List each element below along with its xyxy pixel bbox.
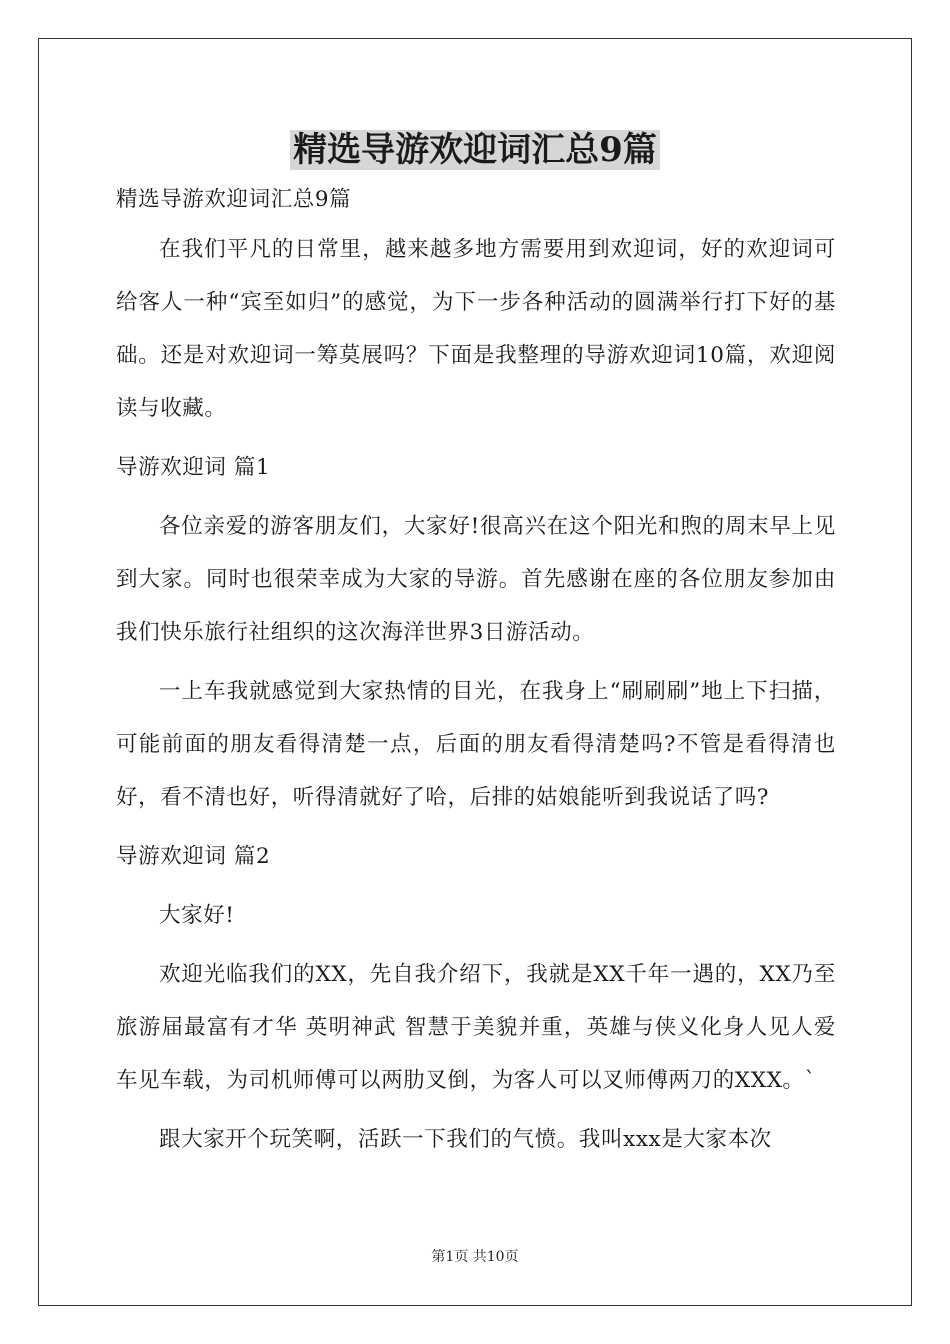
document-title <box>0 126 950 174</box>
section-2-paragraph-2: 欢迎光临我们的XX，先自我介绍下，我就是XX千年一遇的，XX乃至旅游届最富有才华 英明神武 智慧于美貌并重，英雄与侠义化身人见人爱 车见车载，为司机师傅可以两肋叉倒，为客人可以叉师傅两刀的XXX。` <box>116 962 836 1093</box>
page-number-label: 第1页 共10页 <box>431 1249 519 1265</box>
document-subtitle: 精选导游欢迎词汇总9篇 <box>116 187 352 212</box>
section-heading-1: 导游欢迎词 篇1 <box>116 455 271 480</box>
document-body <box>116 178 836 1166</box>
section-heading-2: 导游欢迎词 篇2 <box>116 844 271 869</box>
intro-paragraph: 在我们平凡的日常里，越来越多地方需要用到欢迎词，好的欢迎词可给客人一种“宾至如归”的感觉，为下一步各种活动的圆满举行打下好的基础。还是对欢迎词一筹莫展吗？下面是我整理的导游欢迎词10篇，欢迎阅读与收藏。 <box>116 237 836 421</box>
document-title-text: 精选导游欢迎词汇总9篇 <box>290 130 660 170</box>
section-1-paragraph-1: 各位亲爱的游客朋友们，大家好!很高兴在这个阳光和煦的周末早上见到大家。同时也很荣幸成为大家的导游。首先感谢在座的各位朋友参加由我们快乐旅行社组织的这次海洋世界3日游活动。 <box>116 514 836 645</box>
section-2-paragraph-1: 大家好! <box>159 903 235 928</box>
page-footer <box>0 1246 950 1266</box>
section-2-paragraph-3: 跟大家开个玩笑啊，活跃一下我们的气愤。我叫xxx是大家本次 <box>159 1127 772 1152</box>
section-1-paragraph-2: 一上车我就感觉到大家热情的目光，在我身上“刷刷刷”地上下扫描，可能前面的朋友看得清楚一点，后面的朋友看得清楚吗?不管是看得清也好，看不清也好，听得清就好了哈，后排的姑娘能听到我说话了吗? <box>116 679 836 810</box>
